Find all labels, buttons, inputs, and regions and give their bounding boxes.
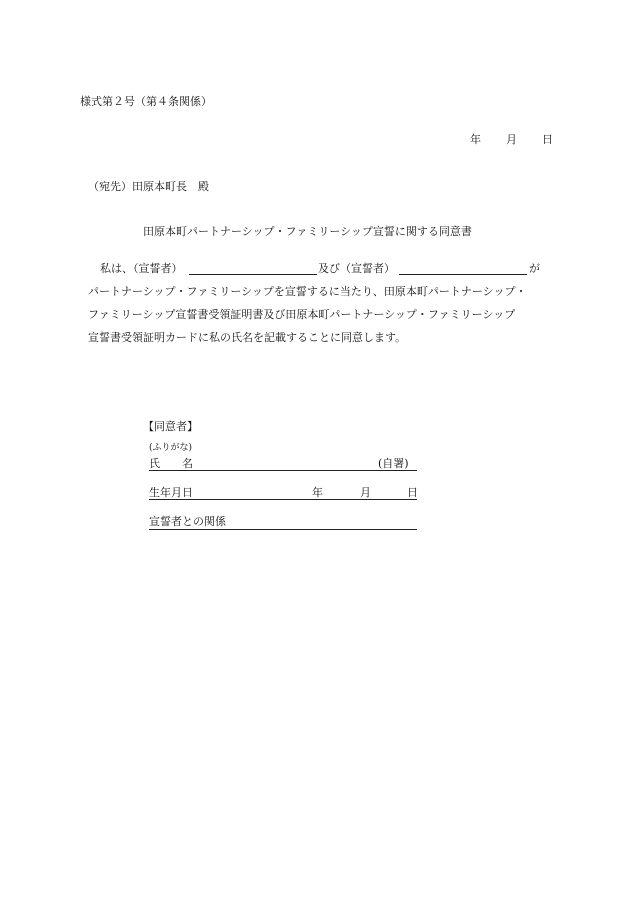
declarant-1-blank bbox=[189, 274, 317, 275]
birth-day-label: 日 bbox=[407, 486, 418, 499]
furigana-label: (ふりがな) bbox=[149, 443, 193, 453]
document-title: 田原本町パートナーシップ・ファミリーシップ宣誓に関する同意書 bbox=[143, 225, 472, 238]
name-field-line bbox=[149, 470, 417, 471]
relationship-field-line bbox=[149, 529, 417, 530]
name-label: 氏 名 bbox=[149, 457, 193, 470]
statement-line-4: 宣誓書受領証明カードに私の氏名を記載することに同意します。 bbox=[88, 331, 407, 344]
addressee: （宛先）田原本町長 殿 bbox=[88, 180, 209, 193]
statement-line-3: ファミリーシップ宣誓書受領証明書及び田原本町パートナーシップ・ファミリーシップ bbox=[88, 308, 516, 321]
signature-label: (自署) bbox=[378, 457, 409, 470]
statement-intro: 私は、（宣誓者） bbox=[100, 262, 183, 275]
statement-particle: が bbox=[529, 262, 540, 275]
form-number: 様式第２号（第４条関係） bbox=[80, 95, 212, 108]
birth-year-label: 年 bbox=[312, 486, 323, 499]
birthdate-label: 生年月日 bbox=[149, 486, 193, 499]
statement-line-2: パートナーシップ・ファミリーシップを宣誓するに当たり、田原本町パートナーシップ・ bbox=[88, 285, 527, 298]
date-month-label: 月 bbox=[506, 133, 517, 146]
date-day-label: 日 bbox=[542, 133, 553, 146]
birth-month-label: 月 bbox=[360, 486, 371, 499]
consenter-heading: 【同意者】 bbox=[143, 420, 198, 433]
statement-middle: 及び（宣誓者） bbox=[318, 262, 395, 275]
relationship-label: 宣誓者との関係 bbox=[149, 515, 226, 528]
birthdate-field-line bbox=[149, 499, 417, 500]
declarant-2-blank bbox=[399, 274, 527, 275]
date-year-label: 年 bbox=[470, 133, 481, 146]
